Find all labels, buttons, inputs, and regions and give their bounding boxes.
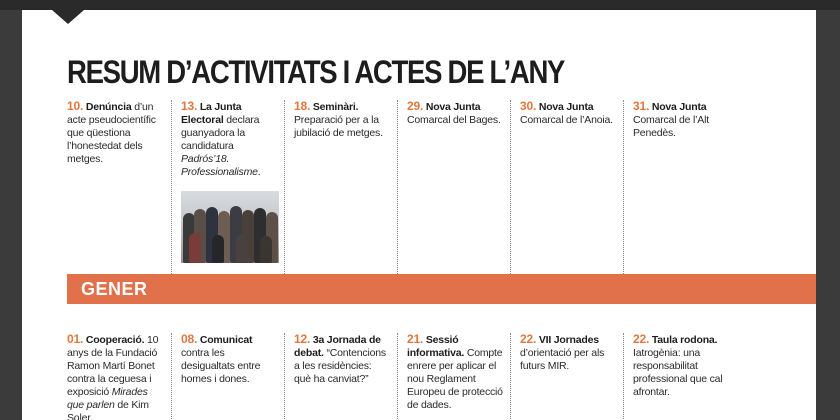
item-date: 31.: [633, 99, 650, 113]
month-band: [67, 274, 816, 304]
item-date: 22.: [633, 332, 650, 346]
item-date: 30.: [520, 99, 537, 113]
list-item: [171, 333, 284, 420]
item-text: Comarcal de l’Alt Penedès.: [633, 114, 709, 139]
item-text: d’un acte pseudocientífic que qüestiona l’honestedat dels metges.: [67, 101, 156, 165]
page-title: RESUM D’ACTIVITATS I ACTES DE L’ANY: [67, 54, 565, 90]
item-lead: Cooperació.: [85, 334, 145, 346]
item-tail: de Kim Soler.: [67, 399, 149, 420]
item-lead: Comunicat: [199, 334, 253, 346]
month-label: GENER: [81, 279, 148, 299]
item-text: Iatrogènia: una responsabilitat professional que cal afrontar.: [633, 347, 723, 398]
list-item: [623, 100, 736, 282]
item-text: “Contencions a les residències: què ha canviat?”: [294, 347, 386, 385]
top-bar: [0, 0, 840, 10]
item-text: contra les desigualtats entre homes i dones.: [181, 347, 261, 385]
bottom-row: [58, 333, 816, 420]
item-text: Compte enrere per aplicar el nou Reglament Europeu de protecció de dades.: [407, 347, 503, 411]
list-item: [397, 333, 510, 420]
item-date: 10.: [67, 99, 84, 113]
list-item: [58, 100, 171, 282]
list-item: [171, 100, 284, 282]
item-date: 01.: [67, 332, 84, 346]
item-text: 10 anys de la Fundació Ramon Martí Bonet contra la ceguesa i exposició: [67, 334, 159, 398]
item-lead: VII Jornades: [538, 334, 599, 346]
item-text: d’orientació per als futurs MIR.: [520, 347, 605, 372]
item-text: Comarcal del Bages.: [407, 114, 501, 126]
list-item: [58, 333, 171, 420]
list-item: [623, 333, 736, 420]
item-lead: La Junta Electoral: [181, 101, 242, 126]
item-date: 12.: [294, 332, 311, 346]
list-item: [510, 100, 623, 282]
item-date: 22.: [520, 332, 537, 346]
document-page: [22, 10, 816, 420]
item-lead: Denúncia: [85, 101, 132, 113]
item-text: Comarcal de l’Anoia.: [520, 114, 613, 126]
item-italic: Padrós’18. Professionalisme: [181, 153, 258, 178]
item-lead: 3a Jornada de debat.: [294, 334, 381, 359]
item-date: 08.: [181, 332, 198, 346]
item-italic: Mirades que parlen: [67, 386, 148, 411]
list-item: [397, 100, 510, 282]
item-lead: Nova Junta: [651, 101, 707, 113]
item-date: 13.: [181, 99, 198, 113]
item-lead: Nova Junta: [538, 101, 594, 113]
group-photo: [181, 191, 279, 263]
item-lead: Sessió informativa.: [407, 334, 465, 359]
item-lead: Taula rodona.: [651, 334, 718, 346]
item-date: 18.: [294, 99, 311, 113]
item-lead: Seminàri.: [312, 101, 359, 113]
item-date: 21.: [407, 332, 424, 346]
top-row: [58, 100, 816, 282]
page-notch: [52, 10, 84, 24]
list-item: [284, 333, 397, 420]
item-text: declara guanyadora la candidatura: [181, 114, 260, 152]
item-lead: Nova Junta: [425, 101, 481, 113]
list-item: [510, 333, 623, 420]
item-text: Preparació per a la jubilació de metges.: [294, 114, 383, 139]
item-tail: .: [257, 166, 261, 178]
item-date: 29.: [407, 99, 424, 113]
list-item: [284, 100, 397, 282]
